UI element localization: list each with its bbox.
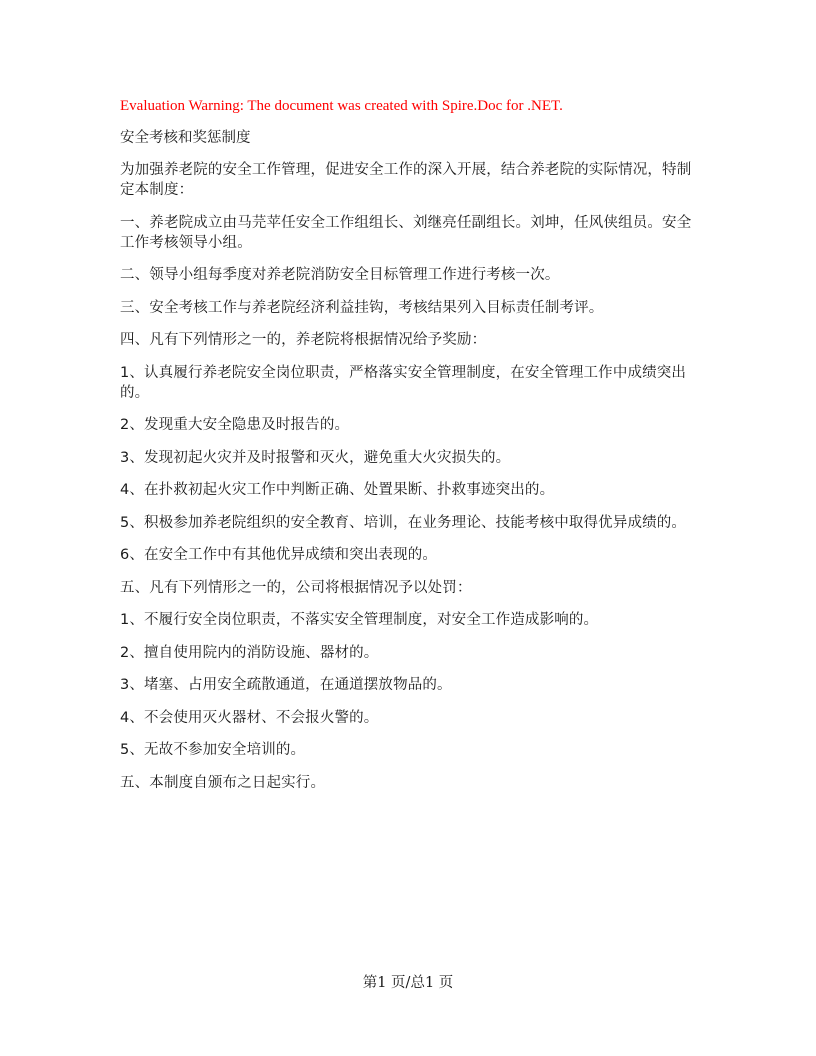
- document-body: [120, 96, 700, 805]
- penalty-item-2: 2、擅自使用院内的消防设施、器材的。: [120, 644, 379, 661]
- penalty-item-4: 4、不会使用灭火器材、不会报火警的。: [120, 709, 379, 726]
- paragraph-section-5: 五、凡有下列情形之一的，公司将根据情况予以处罚：: [120, 579, 472, 596]
- paragraph-closing: 五、本制度自颁布之日起实行。: [120, 774, 326, 791]
- evaluation-warning: Evaluation Warning: The document was created with Spire.Doc for .NET.: [120, 98, 563, 114]
- paragraph-section-2: 二、领导小组每季度对养老院消防安全目标管理工作进行考核一次。: [120, 267, 560, 283]
- paragraph-section-4: 四、凡有下列情形之一的，养老院将根据情况给予奖励：: [120, 332, 487, 348]
- paragraph-section-1: 一、养老院成立由马芫苹任安全工作组组长、刘继亮任副组长。刘坤，任风侠组员。安全工作考核领导小组。: [120, 214, 692, 251]
- document-title: 安全考核和奖惩制度: [120, 130, 251, 146]
- penalty-item-5: 5、无故不参加安全培训的。: [120, 742, 306, 758]
- penalty-item-1: 1、不履行安全岗位职责，不落实安全管理制度，对安全工作造成影响的。: [120, 612, 599, 628]
- reward-item-3: 3、发现初起火灾并及时报警和灭火，避免重大火灾损失的。: [120, 449, 511, 466]
- reward-item-1: 1、认真履行养老院安全岗位职责，严格落实安全管理制度，在安全管理工作中成绩突出的。: [120, 364, 687, 401]
- penalty-item-3: 3、堵塞、占用安全疏散通道，在通道摆放物品的。: [120, 677, 452, 693]
- paragraph-section-3: 三、安全考核工作与养老院经济利益挂钩，考核结果列入目标责任制考评。: [120, 299, 604, 316]
- paragraph-intro: 为加强养老院的安全工作管理，促进安全工作的深入开展，结合养老院的实际情况，特制定本制度：: [120, 162, 692, 198]
- reward-item-2: 2、发现重大安全隐患及时报告的。: [120, 417, 350, 433]
- reward-item-6: 6、在安全工作中有其他优异成绩和突出表现的。: [120, 547, 438, 563]
- reward-item-5: 5、积极参加养老院组织的安全教育、培训，在业务理论、技能考核中取得优异成绩的。: [120, 514, 687, 531]
- reward-item-4: 4、在扑救初起火灾工作中判断正确、处置果断、扑救事迹突出的。: [120, 482, 555, 498]
- page-footer: 第1 页/总1 页: [362, 975, 454, 991]
